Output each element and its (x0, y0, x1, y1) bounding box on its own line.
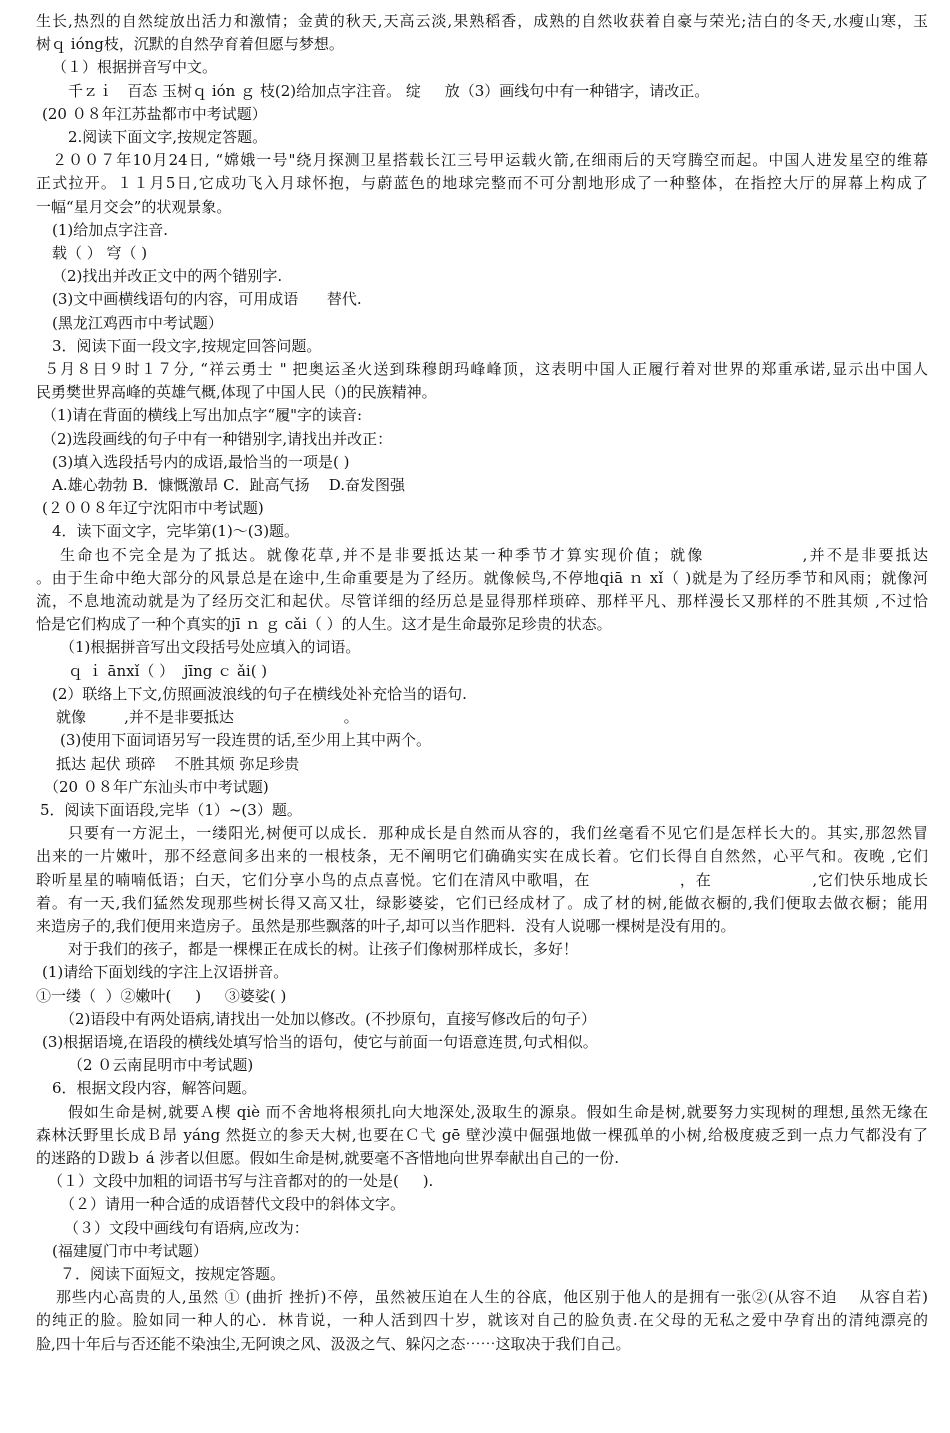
text-line: 就像 ,并不是非要抵达 。 (56, 708, 359, 727)
text-line: 。由于生命中绝大部分的风景总是在途中,生命重要是为了经历。就像候鸟,不停地qiā ｎ xǐ（ )就是为了经历季节和风雨；就像河 (36, 568, 928, 587)
text-line: (２００８年辽宁沈阳市中考试题) (42, 499, 264, 518)
text-line: （２）请用一种合适的成语替代文段中的斜体文字。 (60, 1195, 406, 1214)
text-line: 生命也不完全是为了抵达。就像花草,并不是非要抵达某一种季节才算实现价值；就像 ,并不是非要抵达 (60, 545, 928, 564)
text-line: （2 ０云南昆明市中考试题) (68, 1056, 254, 1075)
text-line: 恰是它们构成了一种个真实的jī ｎ ｇ cǎi（ ）的人生。这才是生命最弥足珍贵的状态。 (36, 615, 612, 634)
text-line: 的迷路的Ｄ跋ｂ á 涉者以但愿。假如生命是树,就要毫不吝惜地向世界奉献出自己的一份. (36, 1148, 620, 1167)
text-line: 千ｚｉ 百态 玉树ｑ ión ｇ 枝(2)给加点字注音。 绽 放（3）画线句中有一种错字，请改正。 (68, 81, 710, 100)
text-line: （20 ０８年广东汕头市中考试题) (44, 777, 269, 796)
text-line: （2)选段画线的句子中有一种错别字,请找出并改正： (42, 429, 393, 448)
text-line: （１）文段中加粗的词语书写与注音都对的的一处是( ). (48, 1172, 434, 1191)
text-line: 3．阅读下面一段文字,按规定回答问题。 (52, 336, 322, 355)
text-line: A.雄心勃勃 B．慷慨激昂 C．趾高气扬 D.奋发图强 (52, 476, 405, 495)
text-line: (黑龙江鸡西市中考试题） (52, 313, 223, 332)
text-line: （３）文段中画线句有语病,应改为： (64, 1218, 309, 1237)
text-line: 只要有一方泥土，一缕阳光,树便可以成长．那种成长是自然而从容的，我们丝毫看不见它们是怎样长大的。其实,那忽然冒 (68, 824, 928, 843)
text-line: （１）根据拼音写中文。 (52, 58, 218, 77)
text-line: ７．阅读下面短文，按规定答题。 (60, 1264, 286, 1283)
text-line: （2)找出并改正文中的两个错别字. (52, 267, 283, 286)
text-line: (2）联络上下文,仿照画波浪线的句子在横线处补充恰当的语句. (52, 684, 467, 703)
text-line: 的纯正的脸。脸如同一种人的心．林肯说，一种人活到四十岁，就该对自己的脸负责.在父母的无私之爱中孕育出的清纯漂亮的 (36, 1311, 928, 1330)
text-line: 着。有一天,我们猛然发现那些树长得又高又壮，绿影婆娑，它们已经成材了。成了材的树,能做衣橱的,我们便取去做衣橱；能用 (36, 893, 928, 912)
text-line: （1)请在背面的横线上写出加点字“履"字的读音: (42, 406, 363, 425)
text-line: 6．根据文段内容，解答问题。 (52, 1079, 257, 1098)
text-line: 载（ ） 穹（ ) (52, 244, 148, 263)
text-line: 对于我们的孩子，都是一棵棵正在成长的树。让孩子们像树那样成长，多好！ (68, 940, 579, 959)
text-line: (福建厦门市中考试题） (52, 1241, 208, 1260)
text-line: 流，不息地流动就是为了经历交汇和起伏。尽管详细的经历总是显得那样琐碎、那样平凡、那样漫长又那样的不胜其烦 ,不过恰 (36, 592, 928, 611)
text-line: ①一缕（ ）②嫩叶( ) ③婆娑( ) (36, 986, 287, 1005)
text-line: (1)给加点字注音. (52, 220, 169, 239)
text-line: (1)请给下面划线的字注上汉语拼音。 (42, 963, 289, 982)
text-line: 4．读下面文字，完毕第(1)～(3)题。 (52, 522, 300, 541)
text-line: 2.阅读下面文字,按规定答题。 (68, 128, 268, 147)
text-line: 那些内心高贵的人,虽然 ① (曲折 挫折)不停，虽然被压迫在人生的谷底，他区别于他人的是拥有一张②(从容不迫 从容自若) (56, 1288, 928, 1307)
text-line: （1)根据拼音写出文段括号处应填入的词语。 (60, 638, 361, 657)
text-line: 民勇樊世界高峰的英雄气概,体现了中国人民（)的民族精神。 (36, 383, 437, 402)
text-line: 树ｑ ióng枝，沉默的自然孕育着但愿与梦想。 (36, 35, 344, 54)
text-line: 5．阅读下面语段,完毕（1）~(3）题。 (40, 800, 302, 819)
text-line: 出来的一片嫩叶，那不经意间多出来的一根枝条，无不阐明它们确确实实在成长着。它们长得自自然然，心平气和。夜晚 ,它们 (36, 847, 928, 866)
text-line: 抵达 起伏 琐碎 不胜其烦 弥足珍贵 (56, 754, 300, 773)
text-line: 来造房子的,我们便用来造房子。虽然是那些飘落的叶子,却可以当作肥料．没有人说哪一棵树是没有用的。 (36, 916, 736, 935)
text-line: 假如生命是树,就要Ａ楔 qiè 而不舍地将根须扎向大地深处,汲取生的源泉。假如生命是树,就要努力实现树的理想,虽然无缘在 (68, 1102, 928, 1121)
text-line: ２００７年10月24日, “嫦娥一号"绕月探测卫星搭载长江三号甲运载火箭,在细雨后的天穹腾空而起。中国人进发星空的维幕 (52, 151, 928, 170)
text-line: (3)使用下面词语另写一段连贯的话,至少用上其中两个。 (60, 731, 432, 750)
text-line: (3)填入选段括号内的成语,最恰当的一项是( ) (52, 452, 350, 471)
text-line: 森林沃野里长成Ｂ昂 yáng 然挺立的参天大树,也要在Ｃ弋 gē 壁沙漠中倔强地做一棵孤单的小树,给极度疲乏到一点力气都没有了 (36, 1125, 928, 1144)
text-line: (20 ０８年江苏盐都市中考试题） (42, 104, 267, 123)
text-line: (3)文中画横线语句的内容，可用成语 替代. (52, 290, 362, 309)
text-line: (3)根据语境,在语段的横线处填写恰当的语句，使它与前面一句语意连贯,句式相似。 (42, 1032, 598, 1051)
text-line: 生长,热烈的自然绽放出活力和激情；金黄的秋天,天高云淡,果熟稻香，成熟的自然收获着自豪与荣光;洁白的冬天,水瘦山寒，玉 (36, 12, 928, 30)
text-line: 脸,四十年后与否还能不染浊尘,无阿谀之风、汲汲之气、躲闪之态⋯⋯这取决于我们自己。 (36, 1334, 631, 1353)
text-line: 一幅“星月交会”的状观景象。 (36, 197, 232, 216)
text-line: （2)语段中有两处语病,请找出一处加以修改。(不抄原句，直接写修改后的句子） (60, 1009, 597, 1028)
text-line: ｑ ｉ ānxǐ（ ） jīng ｃ ǎi( ) (68, 661, 268, 680)
text-line: 聆听星星的喃喃低语；白天，它们分享小鸟的点点喜悦。它们在清风中歌唱，在 ，在 ,它们快乐地成长 (36, 870, 928, 889)
text-line: ５月８日９时１７分, “祥云勇士 " 把奥运圣火送到珠穆朗玛峰峰顶，这表明中国人正履行着对世界的郑重承诺,显示出中国人 (44, 360, 928, 379)
text-line: 正式拉开。１１月5日,它成功飞入月球怀抱，与蔚蓝色的地球完整而不可分割地形成了一种整体，在指控大厅的屏幕上构成了 (36, 174, 928, 193)
